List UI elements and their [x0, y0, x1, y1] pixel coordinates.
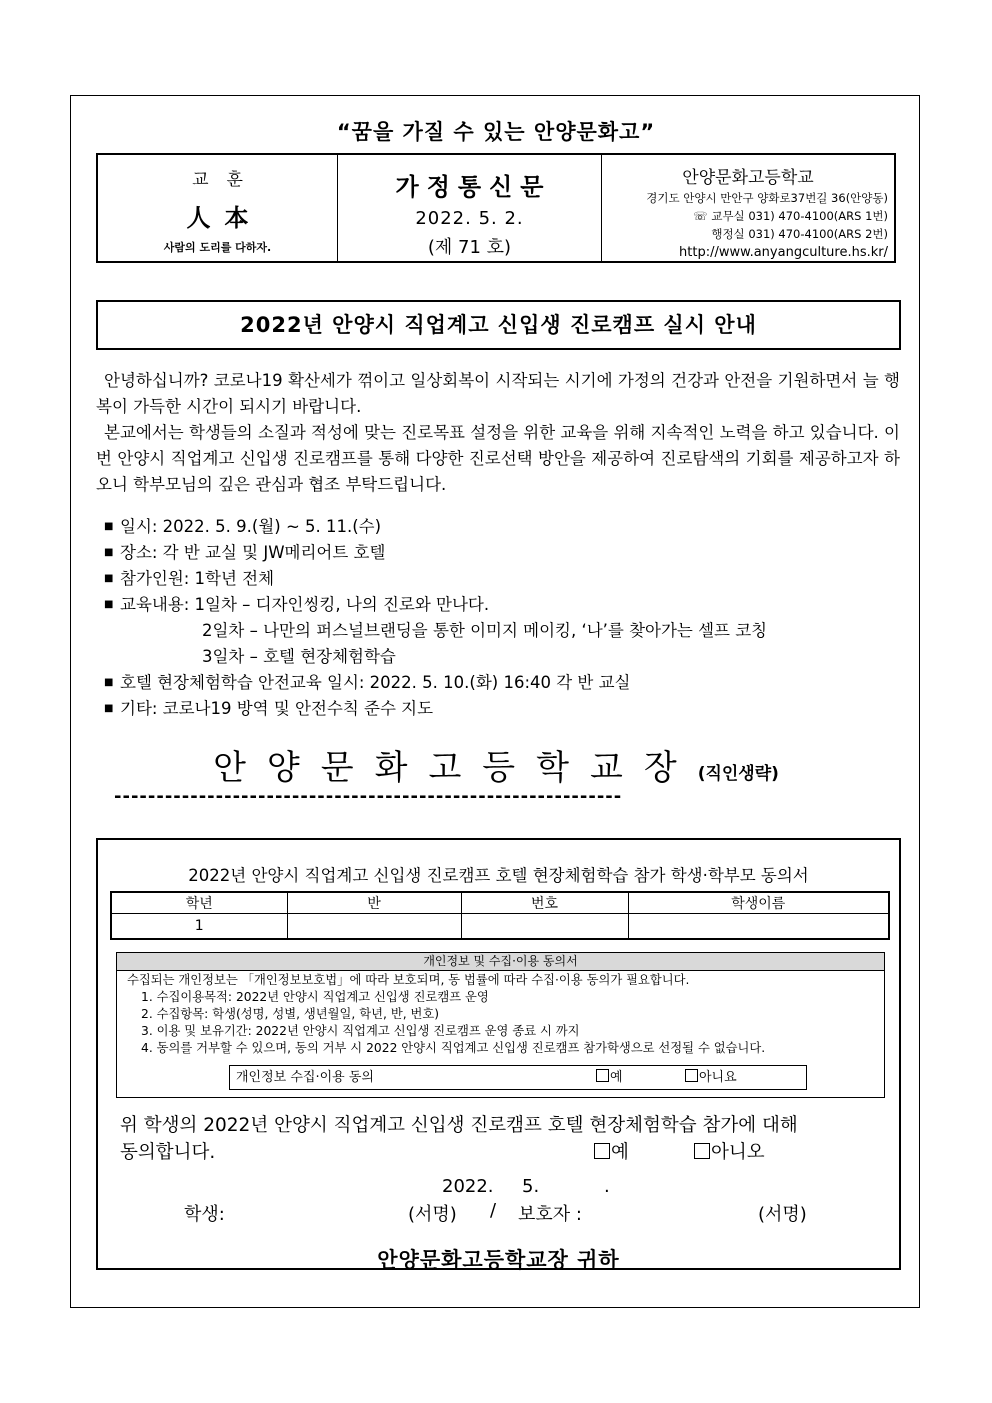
newsletter-date: 2022. 5. 2.	[415, 208, 524, 229]
content-day3-text: 3일차 – 호텔 현장체험학습	[202, 647, 396, 666]
privacy-intro: 수집되는 개인정보는 「개인정보보호법」에 따라 보호되며, 동 법률에 따라 수집·이용 동의가 필요합니다.	[127, 973, 690, 987]
privacy-no-option[interactable]	[685, 1066, 737, 1090]
newsletter-header	[96, 153, 896, 263]
seal-omitted-note: (직인생략)	[697, 764, 779, 784]
date-month: 5.	[522, 1176, 540, 1197]
school-address: 경기도 안양시 만안구 양화로37번길 36(안양동)	[646, 191, 888, 205]
date-year: 2022.	[442, 1176, 494, 1197]
privacy-agree-row	[229, 1065, 807, 1090]
privacy-item: 1. 수집이용목적: 2022년 안양시 직업계고 신입생 진로캠프 운영	[141, 990, 489, 1004]
newsletter-issue: (제 71 호)	[427, 237, 512, 258]
privacy-agree-label: 개인정보 수집·이용 동의	[236, 1070, 374, 1085]
checkbox-icon[interactable]	[594, 1143, 610, 1159]
content-day2-text: 2일차 – 나만의 퍼스널브랜딩을 통한 이미지 메이킹, ‘나’를 찾아가는 셀프 코칭	[202, 621, 768, 640]
final-consent	[120, 1112, 880, 1166]
newsletter-title: 가정통신문	[395, 173, 552, 201]
column-header-class: 반	[287, 892, 461, 914]
number-cell[interactable]	[461, 914, 628, 940]
checkbox-icon[interactable]	[685, 1069, 698, 1082]
newsletter-title-cell	[338, 155, 602, 261]
student-label: 학생:	[184, 1204, 225, 1225]
list-item	[104, 566, 904, 592]
phone-admin: 행정실 031) 470-4100(ARS 2번)	[711, 227, 888, 241]
bullet-icon: ■	[104, 521, 114, 532]
school-motto: “꿈을 가질 수 있는 안양문화고”	[336, 120, 656, 144]
date-day: .	[604, 1176, 610, 1197]
grade-cell[interactable]: 1	[111, 914, 287, 940]
details-list	[104, 514, 904, 722]
table-row	[111, 914, 889, 940]
privacy-item: 4. 동의를 거부할 수 있으며, 동의 거부 시 2022 안양시 직업계고 신입생 진로캠프 참가학생으로 선정될 수 없습니다.	[141, 1041, 766, 1055]
privacy-consent-box	[116, 952, 885, 1098]
document-title: 2022년 안양시 직업계고 신입생 진로캠프 실시 안내	[96, 300, 901, 350]
phone-office: ☏ 교무실 031) 470-4100(ARS 1번)	[693, 209, 888, 223]
slash-separator: /	[490, 1200, 497, 1221]
column-header-grade: 학년	[111, 892, 287, 914]
final-no-label: 아니오	[711, 1142, 765, 1163]
creed-main: 人本	[186, 203, 263, 232]
creed-subtitle: 사람의 도리를 다하자.	[163, 241, 272, 254]
creed-label: 교훈	[192, 170, 261, 190]
student-sign[interactable]: (서명)	[408, 1204, 457, 1225]
safety-text: 호텔 현장체험학습 안전교육 일시: 2022. 5. 10.(화) 16:40 각 반 교실	[120, 673, 631, 692]
column-header-name: 학생이름	[628, 892, 889, 914]
list-item-continuation	[104, 644, 904, 670]
bullet-icon: ■	[104, 573, 114, 584]
bullet-icon: ■	[104, 703, 114, 714]
privacy-no-label: 아니요	[699, 1070, 737, 1085]
final-no-option[interactable]	[694, 1139, 765, 1166]
privacy-yes-option[interactable]	[596, 1066, 623, 1090]
etc-text: 기타: 코로나19 방역 및 안전수칙 준수 지도	[120, 699, 434, 718]
privacy-yes-label: 예	[610, 1070, 623, 1085]
consent-form	[96, 838, 901, 1270]
intro-text	[96, 368, 900, 498]
privacy-header: 개인정보 및 수집·이용 동의서	[117, 953, 884, 971]
principal-name: 안양문화고등학교장	[213, 748, 698, 788]
list-item	[104, 540, 904, 566]
consent-title: 2022년 안양시 직업계고 신입생 진로캠프 호텔 현장체험학습 참가 학생·학부모 동의서	[188, 866, 809, 885]
intro-paragraph: 안녕하십니까? 코로나19 확산세가 꺾이고 일상회복이 시작되는 시기에 가정의 건강과 안전을 기원하면서 늘 행복이 가득한 시간이 되시기 바랍니다.	[96, 371, 900, 416]
addressee: 안양문화고등학교장 귀하	[377, 1248, 620, 1272]
final-yes-option[interactable]	[594, 1139, 629, 1166]
guardian-label: 보호자 :	[518, 1204, 582, 1225]
school-info-cell	[602, 155, 894, 261]
participants-text: 참가인원: 1학년 전체	[120, 569, 275, 588]
name-cell[interactable]	[628, 914, 889, 940]
student-info-table	[110, 891, 890, 940]
school-creed-cell	[98, 155, 338, 261]
list-item	[104, 592, 904, 618]
school-name: 안양문화고등학교	[682, 168, 814, 188]
column-header-number: 번호	[461, 892, 628, 914]
table-header-row	[111, 892, 889, 914]
final-consent-line: 동의합니다.	[120, 1142, 216, 1163]
place-text: 장소: 각 반 교실 및 JW메리어트 호텔	[120, 543, 386, 562]
schedule-text: 일시: 2022. 5. 9.(월) ~ 5. 11.(수)	[120, 517, 382, 536]
bullet-icon: ■	[104, 599, 114, 610]
privacy-body	[117, 971, 884, 1057]
bullet-icon: ■	[104, 677, 114, 688]
list-item	[104, 670, 904, 696]
cut-line: ------------------------------------------------------------	[114, 786, 623, 807]
content-day1-text: 교육내용: 1일차 – 디자인씽킹, 나의 진로와 만나다.	[120, 595, 490, 614]
class-cell[interactable]	[287, 914, 461, 940]
final-consent-line: 위 학생의 2022년 안양시 직업계고 신입생 진로캠프 호텔 현장체험학습 참가에 대해	[120, 1115, 798, 1136]
final-yes-label: 예	[611, 1142, 629, 1163]
bullet-icon: ■	[104, 547, 114, 558]
privacy-item: 3. 이용 및 보유기간: 2022년 안양시 직업계고 신입생 진로캠프 운영 종료 시 까지	[141, 1024, 580, 1038]
privacy-item: 2. 수집항목: 학생(성명, 성별, 생년월일, 학년, 반, 번호)	[141, 1007, 440, 1021]
intro-paragraph: 본교에서는 학생들의 소질과 적성에 맞는 진로목표 설정을 위한 교육을 위해 지속적인 노력을 하고 있습니다. 이번 안양시 직업계고 신입생 진로캠프를 통해 다양한 진로선택 방안을 제공하여 진로탐색의 기회를 제공하고자 하오니 학부모님의 깊은 관심과 협조 부탁드립니다.	[96, 423, 900, 494]
list-item	[104, 514, 904, 540]
checkbox-icon[interactable]	[694, 1143, 710, 1159]
checkbox-icon[interactable]	[596, 1069, 609, 1082]
principal-signature	[0, 740, 992, 789]
list-item-continuation	[104, 618, 904, 644]
guardian-sign[interactable]: (서명)	[758, 1204, 807, 1225]
school-url[interactable]: http://www.anyangculture.hs.kr/	[679, 245, 888, 260]
list-item	[104, 696, 904, 722]
